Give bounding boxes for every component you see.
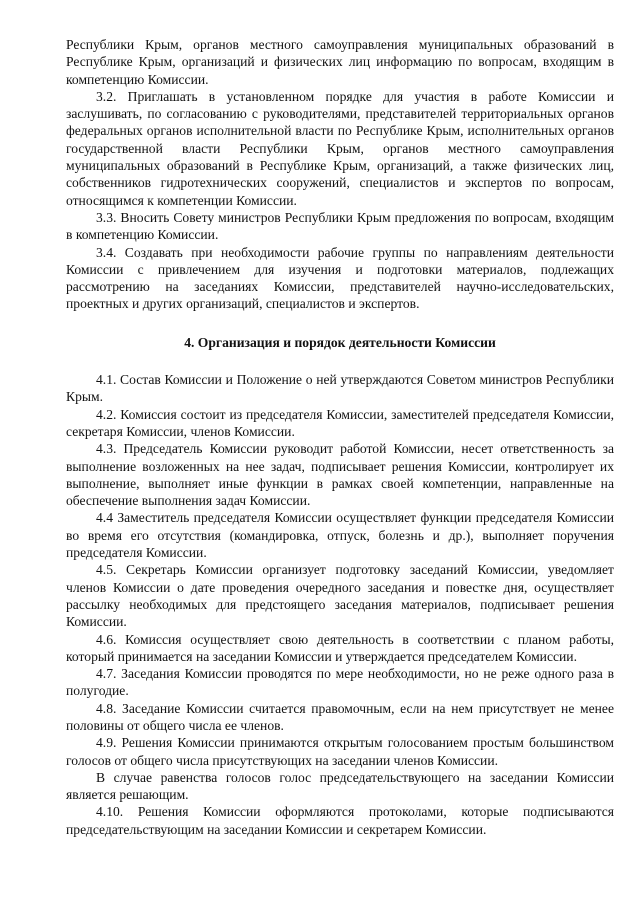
paragraph-3-4: 3.4. Создавать при необходимости рабочие группы по направлениям деятельности Комиссии с привлечением для изучения и подготовки материалов, подлежащих рассмотрению на заседаниях Комиссии, представителей научно-исследовательских, проектных и других организаций, специалистов и экспертов. xyxy=(66,244,614,312)
paragraph-4-6: 4.6. Комиссия осуществляет свою деятельность в соответствии с планом работы, который принимается на заседании Комиссии и утверждается председателем Комиссии. xyxy=(66,631,614,664)
paragraph-4-5: 4.5. Секретарь Комиссии организует подготовку заседаний Комиссии, уведомляет членов Комиссии о дате проведения очередного заседания и повестке дня, осуществляет рассылку необходимых для предстоящего заседания материалов, подписывает решения Комиссии. xyxy=(66,562,614,630)
paragraph-4-7: 4.7. Заседания Комиссии проводятся по мере необходимости, но не реже одного раза в полугодие. xyxy=(66,666,614,699)
paragraph-4-2: 4.2. Комиссия состоит из председателя Комиссии, заместителей председателя Комиссии, секретаря Комиссии, членов Комиссии. xyxy=(66,406,614,439)
paragraph-4-3: 4.3. Председатель Комиссии руководит работой Комиссии, несет ответственность за выполнение возложенных на нее задач, подписывает решения Комиссии, контролирует их выполнение, выполняет иные функции в рамках своей компетенции, направленные на обеспечение выполнения задач Комиссии. xyxy=(66,441,614,509)
paragraph-3-3: 3.3. Вносить Совету министров Республики Крым предложения по вопросам, входящим в компетенцию Комиссии. xyxy=(66,209,614,243)
paragraph-4-4: 4.4 Заместитель председателя Комиссии осуществляет функции председателя Комиссии во время его отсутствия (командировка, отпуск, болезнь и др.), выполняет поручения председателя Комиссии. xyxy=(66,510,614,561)
paragraph-4-10: 4.10. Решения Комиссии оформляются протоколами, которые подписываются председательствующим на заседании Комиссии и секретарем Комиссии. xyxy=(66,804,614,837)
paragraph-4-1: 4.1. Состав Комиссии и Положение о ней утверждаются Советом министров Республики Крым. xyxy=(66,372,614,405)
paragraph-4-8: 4.8. Заседание Комиссии считается правомочным, если на нем присутствует не менее половины от общего числа ее членов. xyxy=(66,700,614,733)
section-heading: 4. Организация и порядок деятельности Комиссии xyxy=(184,334,496,350)
paragraph-4-9: 4.9. Решения Комиссии принимаются открытым голосованием простым большинством голосов от общего числа присутствующих на заседании членов Комиссии. xyxy=(66,735,614,768)
paragraph-4-9-tie-rule: В случае равенства голосов голос председательствующего на заседании Комиссии является решающим. xyxy=(66,769,614,803)
document-page xyxy=(66,36,614,838)
paragraph-3-1-continuation: Республики Крым, органов местного самоуправления муниципальных образований в Республике Крым, организаций и физических лиц информацию по вопросам, входящим в компетенцию Комиссии. xyxy=(66,37,614,87)
paragraph-3-2: 3.2. Приглашать в установленном порядке для участия в работе Комиссии и заслушивать, по согласованию с руководителями, представителей территориальных органов федеральных органов исполнительной власти по Республике Крым, исполнительных органов государственной власти Республики Крым, органов местного самоуправления муниципальных образований в Республике Крым, организаций, а также физических лиц, собственников гидротехнических сооружений, специалистов и экспертов по вопросам, относящимся к компетенции Комиссии. xyxy=(66,88,614,208)
